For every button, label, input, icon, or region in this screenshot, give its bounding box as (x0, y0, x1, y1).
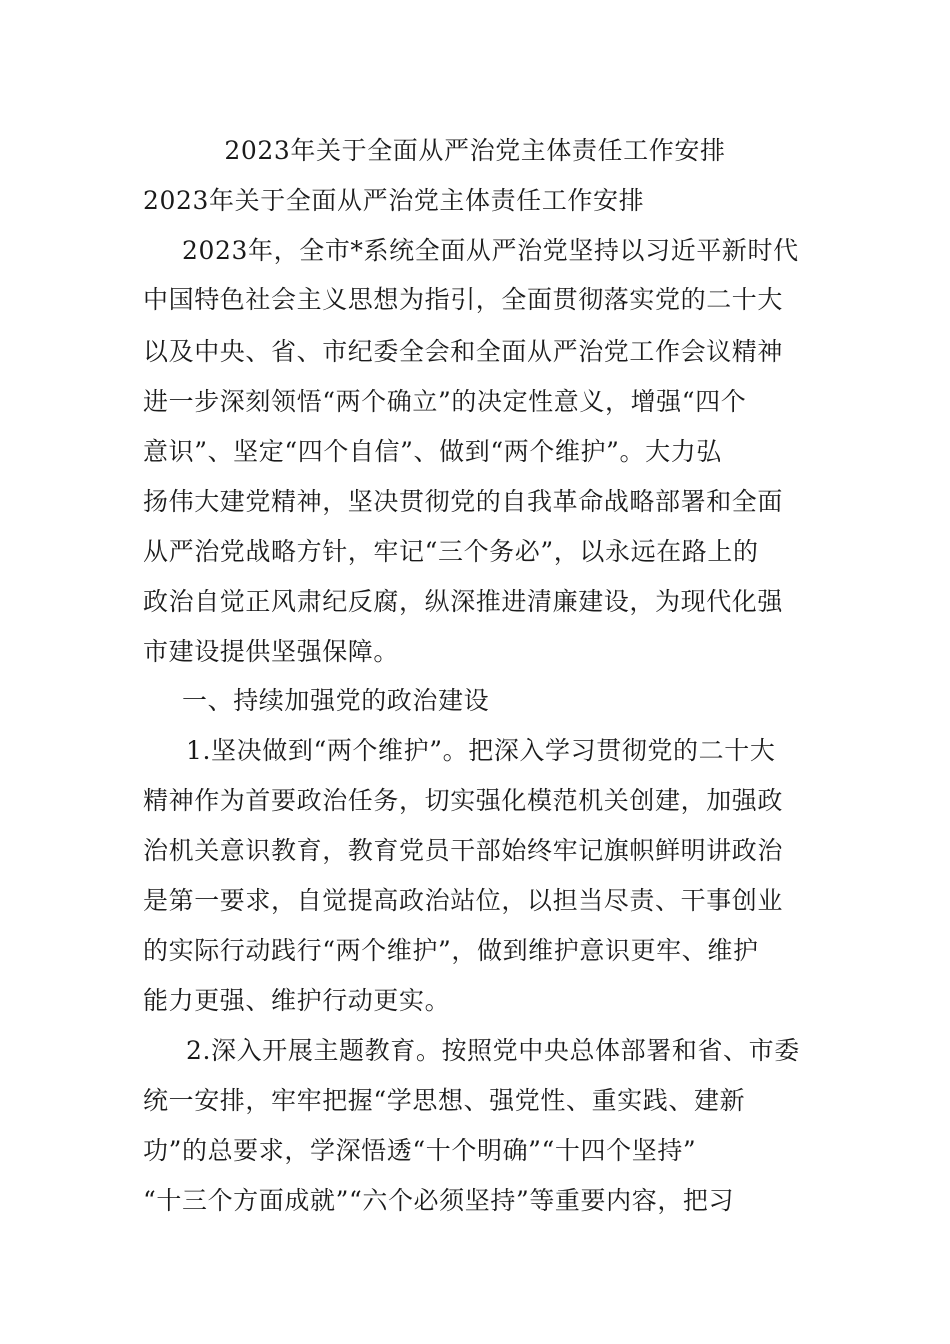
paragraph-line: 功”的总要求，学深悟透“十个明确”“十四个坚持” (143, 1136, 697, 1165)
paragraph-line: 中国特色社会主义思想为指引，全面贯彻落实党的二十大 (143, 285, 784, 314)
paragraph-line: 能力更强、维护行动更实。 (143, 986, 451, 1015)
paragraph-line: 政治自觉正风肃纪反腐，纵深推进清廉建设，为现代化强 (143, 587, 784, 616)
paragraph-line: 以及中央、省、市纪委全会和全面从严治党工作会议精神 (143, 337, 784, 366)
paragraph-line: 2.深入开展主题教育。按照党中央总体部署和省、市委 (186, 1036, 800, 1065)
paragraph-line: 市建设提供坚强保障。 (143, 637, 400, 666)
paragraph-line: 的实际行动践行“两个维护”，做到维护意识更牢、维护 (143, 936, 759, 965)
paragraph-line: 1.坚决做到“两个维护”。把深入学习贯彻党的二十大 (186, 736, 776, 765)
paragraph-line: 进一步深刻领悟“两个确立”的决定性意义，增强“四个 (143, 387, 747, 416)
document-title: 2023年关于全面从严治党主体责任工作安排 (224, 136, 726, 165)
paragraph-line: 精神作为首要政治任务，切实强化模范机关创建，加强政 (143, 786, 784, 815)
paragraph-line: 是第一要求，自觉提高政治站位，以担当尽责、干事创业 (143, 886, 784, 915)
paragraph-line: 扬伟大建党精神，坚决贯彻党的自我革命战略部署和全面 (143, 487, 784, 516)
paragraph-line: 从严治党战略方针，牢记“三个务必”，以永远在路上的 (143, 537, 759, 566)
paragraph-line: 统一安排，牢牢把握“学思想、强党性、重实践、建新 (143, 1086, 746, 1115)
paragraph-line: 2023年，全市*系统全面从严治党坚持以习近平新时代 (182, 236, 799, 265)
section-heading: 一、持续加强党的政治建设 (182, 686, 490, 715)
paragraph-line: 意识”、坚定“四个自信”、做到“两个维护”。大力弘 (143, 437, 722, 466)
paragraph-line: “十三个方面成就”“六个必须坚持”等重要内容，把习 (143, 1186, 735, 1215)
document-subtitle: 2023年关于全面从严治党主体责任工作安排 (143, 186, 645, 215)
paragraph-line: 治机关意识教育，教育党员干部始终牢记旗帜鲜明讲政治 (143, 836, 784, 865)
